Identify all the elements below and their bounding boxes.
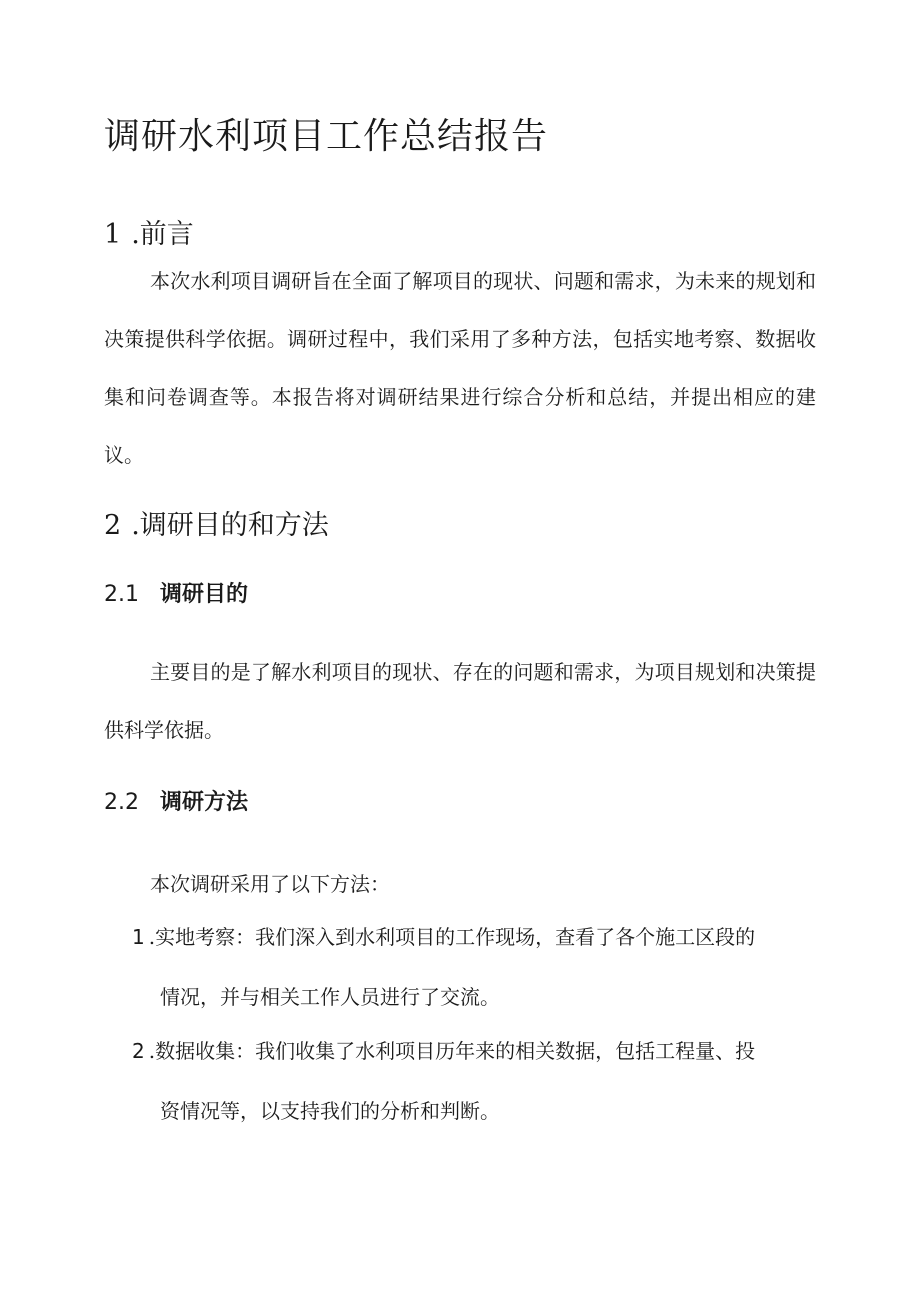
section-title: .调研目的和方法 <box>131 510 329 541</box>
list-item <box>132 1021 816 1141</box>
list-item <box>132 907 816 1027</box>
list-item-number: 1 <box>132 925 145 949</box>
list-item-continuation: 情况，并与相关工作人员进行了交流。 <box>160 985 500 1009</box>
list-item-continuation: 资情况等，以支持我们的分析和判断。 <box>160 1099 500 1123</box>
subsection-number: 2.1 <box>104 582 139 607</box>
section-title: .前言 <box>131 219 194 250</box>
subsection-title: 调研方法 <box>160 790 249 815</box>
list-item-number: 2 <box>132 1039 145 1063</box>
subsection-number: 2.2 <box>104 790 139 815</box>
purpose-paragraph: 主要目的是了解水利项目的现状、存在的问题和需求，为项目规划和决策提供科学依据。 <box>104 660 816 742</box>
section-heading-preface <box>104 212 194 251</box>
methods-intro: 本次调研采用了以下方法： <box>150 872 390 896</box>
section-number: 1 <box>104 219 122 250</box>
subsection-heading-purpose <box>104 577 248 608</box>
section-number: 2 <box>104 510 122 541</box>
subsection-title: 调研目的 <box>160 582 249 607</box>
list-item-text: .实地考察：我们深入到水利项目的工作现场，查看了各个施工区段的 <box>148 925 756 949</box>
document-title: 调研水利项目工作总结报告 <box>104 116 549 157</box>
subsection-heading-methods <box>104 785 248 816</box>
list-item-text: .数据收集：我们收集了水利项目历年来的相关数据，包括工程量、投 <box>148 1039 756 1063</box>
section-heading-purpose-and-methods <box>104 503 329 542</box>
preface-paragraph: 本次水利项目调研旨在全面了解项目的现状、问题和需求，为未来的规划和决策提供科学依据。调研过程中，我们采用了多种方法，包括实地考察、数据收集和问卷调查等。本报告将对调研结果进行综合分析和总结，并提出相应的建议。 <box>104 269 816 467</box>
